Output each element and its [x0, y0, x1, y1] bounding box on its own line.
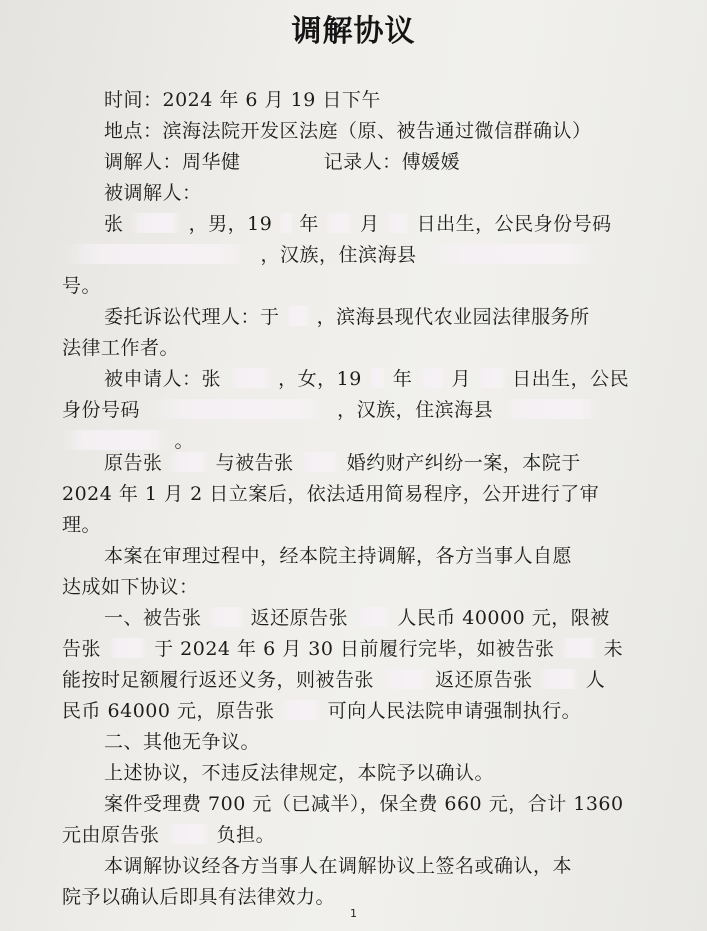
mediated-heading: 被调解人： [104, 182, 202, 204]
redaction [423, 244, 601, 264]
redaction [300, 452, 340, 472]
redaction [478, 368, 506, 388]
redaction [281, 700, 321, 720]
mediator-line: 调解人：周华健 记录人：傅媛媛 [104, 151, 461, 173]
item2-line: 二、其他无争议。 [104, 731, 261, 753]
redaction [355, 607, 391, 627]
agree-line2: 达成如下协议： [62, 576, 199, 598]
redaction [561, 638, 597, 658]
fee-line2: 元由原告张 负担。 [62, 824, 276, 846]
case-line1: 原告张 与被告张 婚约财产纠纷一案，本院于 [104, 452, 581, 474]
redaction [169, 452, 209, 472]
respondent-line1: 被申请人：张 ，女，19 年 月 日出生，公民 [104, 368, 630, 390]
item1-line1: 一、被告张 返还原告张 人民币 40000 元，限被 [104, 607, 610, 629]
case-line2: 2024 年 1 月 2 日立案后，依法适用简易程序，公开进行了审 [62, 483, 600, 505]
redaction [228, 368, 272, 388]
redaction [147, 399, 331, 419]
party1-line2: ，汉族，住滨海县 [62, 243, 601, 267]
redaction [381, 669, 429, 689]
redaction [386, 213, 410, 233]
redaction [286, 306, 310, 326]
item1-line2: 告张 于 2024 年 6 月 30 日前履行完毕，如被告张 未 [62, 638, 624, 660]
agree-line1: 本案在审理过程中，经本院主持调解，各方当事人自愿 [104, 545, 573, 567]
page-number: 1 [350, 907, 357, 920]
redaction [62, 244, 254, 264]
effect-line2: 院予以确认后即具有法律效力。 [62, 886, 336, 908]
respondent-line3-redaction [62, 429, 170, 453]
redaction [108, 638, 148, 658]
redaction [208, 607, 244, 627]
confirm-line: 上述协议，不违反法律规定，本院予以确认。 [104, 762, 495, 784]
agent-line2: 法律工作者。 [62, 337, 180, 359]
redaction [279, 213, 293, 233]
redaction [500, 399, 600, 419]
redaction [368, 368, 386, 388]
redaction [539, 669, 579, 689]
place-line: 地点：滨海法院开发区法庭（原、被告通过微信群确认） [104, 120, 592, 142]
redaction [166, 824, 210, 844]
case-line3: 理。 [62, 514, 102, 536]
item1-line4: 民币 64000 元，原告张 可向人民法院申请强制执行。 [62, 700, 582, 722]
respondent-line2: 身份号码 ，汉族，住滨海县 [62, 398, 600, 422]
fee-line1: 案件受理费 700 元（已减半），保全费 660 元，合计 1360 [104, 793, 624, 815]
redaction [325, 213, 353, 233]
effect-line1: 本调解协议经各方当事人在调解协议上签名或确认，本 [104, 855, 573, 877]
agent-line1: 委托诉讼代理人：于 ，滨海县现代农业园法律服务所 [104, 306, 590, 328]
time-line: 时间：2024 年 6 月 19 日下午 [104, 89, 381, 111]
redaction [62, 430, 170, 450]
party1-line3: 号。 [62, 275, 102, 297]
party1-line1: 张 ，男，19 年 月 日出生，公民身份号码 [104, 213, 612, 235]
document-title: 调解协议 [291, 14, 416, 49]
redaction [130, 213, 182, 233]
respondent-line3: 。 [174, 430, 195, 452]
item1-line3: 能按时足额履行返还义务，则被告张 返还原告张 人 [62, 669, 606, 691]
redaction [419, 368, 445, 388]
